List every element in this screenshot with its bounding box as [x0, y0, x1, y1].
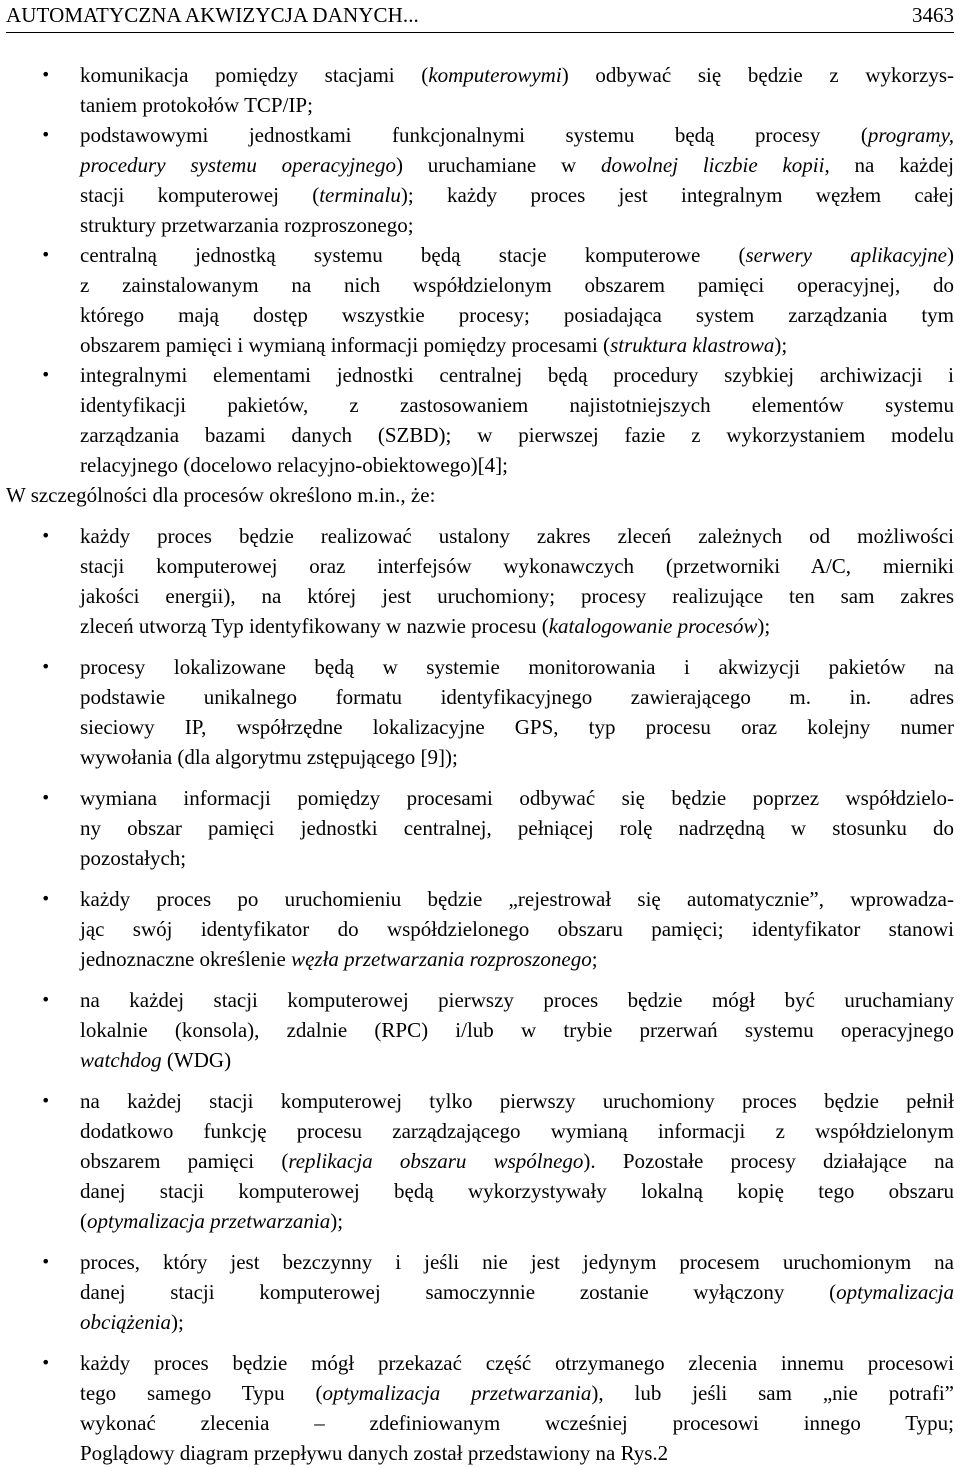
text-line [80, 1176, 954, 1206]
text-line [80, 210, 954, 240]
text-run: podstawie unikalnego formatu identyfikacyjnego zawierającego m. in. adres [80, 685, 954, 709]
bullet-icon: • [41, 657, 51, 676]
text-run: zarządzania bazami danych (SZBD); w pierwszej fazie z wykorzystaniem modelu [80, 423, 954, 447]
text-run: zleceń utworzą Typ identyfikowany w nazwie procesu ( [80, 614, 549, 638]
bullet-icon: • [41, 1353, 51, 1372]
text-run: podstawowymi jednostkami funkcjonalnymi systemu będą procesy ( [80, 123, 868, 147]
text-line [80, 742, 954, 772]
text-run: stacji komputerowej oraz interfejsów wykonawczych (przetworniki A/C, mierniki [80, 554, 954, 578]
text-run: z zainstalowanym na nich współdzielonym obszarem pamięci operacyjnej, do [80, 273, 954, 297]
text-run: struktury przetwarzania rozproszonego; [80, 213, 414, 237]
text-run: ) odbywać się będzie z wykorzys- [561, 63, 955, 87]
text-line [80, 813, 954, 843]
text-line [80, 1247, 954, 1277]
text-line [80, 240, 954, 270]
italic-text: terminalu [319, 183, 401, 207]
text-run: Poglądowy diagram przepływu danych został przedstawiony na Rys.2 [80, 1441, 669, 1465]
text-run: ), lub jeśli sam „nie potrafi” [591, 1381, 954, 1405]
text-line [80, 180, 954, 210]
bullet-icon: • [41, 1091, 51, 1110]
text-run: ny obszar pamięci jednostki centralnej, pełniącej rolę nadrzędną w stosunku do [80, 816, 954, 840]
italic-text: katalogowanie procesów [548, 614, 758, 638]
text-run: identyfikacji pakietów, z zastosowaniem najistotniejszych elementów systemu [80, 393, 954, 417]
text-line [80, 1307, 954, 1337]
text-line [80, 1015, 954, 1045]
text-line [80, 1146, 954, 1176]
list-item [0, 884, 960, 974]
text-line [80, 330, 954, 360]
text-run: obszarem pamięci i wymianą informacji pomiędzy procesami ( [80, 333, 611, 357]
italic-text: serwery aplikacyjne [745, 243, 947, 267]
text-line [80, 120, 954, 150]
text-line [80, 712, 954, 742]
text-line [80, 884, 954, 914]
list-item [0, 360, 960, 480]
text-line [80, 944, 954, 974]
text-run: jednoznaczne określenie [80, 947, 292, 971]
list-item [0, 783, 960, 873]
text-run: procesy lokalizowane będą w systemie monitorowania i akwizycji pakietów na [80, 655, 954, 679]
text-line [80, 611, 954, 641]
text-run: komunikacja pomiędzy stacjami ( [80, 63, 429, 87]
list-item [0, 60, 960, 120]
list-item [0, 240, 960, 360]
bullet-list-2 [0, 521, 960, 1468]
bullet-icon: • [41, 365, 51, 384]
text-line [80, 985, 954, 1015]
italic-text: optymalizacja przetwarzania [322, 1381, 592, 1405]
text-run: każdy proces będzie realizować ustalony zakres zleceń zależnych od możliwości [80, 524, 954, 548]
text-run: proces, który jest bezczynny i jeśli nie jest jedynym procesem uruchomionym na [80, 1250, 954, 1274]
italic-text: watchdog [80, 1048, 162, 1072]
list-item [0, 985, 960, 1075]
bullet-icon: • [41, 125, 51, 144]
italic-text: procedury systemu operacyjnego [80, 153, 396, 177]
text-line [80, 843, 954, 873]
text-run: ); każdy proces jest integralnym węzłem całej [400, 183, 954, 207]
italic-text: dowolnej liczbie kopii [601, 153, 825, 177]
text-line [80, 682, 954, 712]
running-header [6, 0, 954, 33]
text-run: ); [774, 333, 788, 357]
text-line [80, 450, 954, 480]
bullet-list-1 [0, 60, 960, 480]
text-run: lokalnie (konsola), zdalnie (RPC) i/lub w trybie przerwań systemu operacyjnego [80, 1018, 954, 1042]
text-run: wykonać zlecenia – zdefiniowanym wcześniej procesowi innego Typu; [80, 1411, 954, 1435]
text-run: na każdej stacji komputerowej pierwszy proces będzie mógł być uruchamiany [80, 988, 954, 1012]
text-line [80, 300, 954, 330]
text-line [80, 1206, 954, 1236]
bullet-icon: • [41, 245, 51, 264]
text-line [80, 90, 954, 120]
bullet-icon: • [41, 65, 51, 84]
italic-text: węzła przetwarzania rozproszonego [291, 947, 592, 971]
document-body [0, 60, 960, 1468]
text-run: danej stacji komputerowej samoczynnie zostanie wyłączony ( [80, 1280, 837, 1304]
text-line [80, 390, 954, 420]
bullet-icon: • [41, 788, 51, 807]
text-line [80, 1438, 954, 1468]
text-line [80, 914, 954, 944]
text-line [80, 360, 954, 390]
text-run: relacyjnego (docelowo relacyjno-obiektowego)[4]; [80, 453, 508, 477]
text-run: jakości energii), na której jest uruchomiony; procesy realizujące ten sam zakres [80, 584, 954, 608]
list-item [0, 1247, 960, 1337]
text-line [80, 1378, 954, 1408]
text-run: na każdej stacji komputerowej tylko pierwszy uruchomiony proces będzie pełnił [80, 1089, 954, 1113]
text-line [80, 270, 954, 300]
intro-paragraph: W szczególności dla procesów określono m.in., że: [6, 483, 436, 507]
text-run: sieciowy IP, współrzędne lokalizacyjne GPS, typ procesu oraz kolejny numer [80, 715, 954, 739]
text-line [80, 1045, 954, 1075]
text-run: wymiana informacji pomiędzy procesami odbywać się będzie poprzez współdzielo- [80, 786, 954, 810]
bullet-icon: • [41, 526, 51, 545]
text-run: którego mają dostęp wszystkie procesy; posiadająca system zarządzania tym [80, 303, 954, 327]
text-line [80, 150, 954, 180]
text-run: ) [947, 243, 954, 267]
text-run: każdy proces będzie mógł przekazać część otrzymanego zlecenia innemu procesowi [80, 1351, 954, 1375]
text-run: stacji komputerowej ( [80, 183, 320, 207]
text-run: ). Pozostałe procesy działające na [583, 1149, 954, 1173]
text-run: ); [170, 1310, 184, 1334]
text-run: jąc swój identyfikator do współdzielonego obszaru pamięci; identyfikator stanowi [80, 917, 954, 941]
text-line [80, 783, 954, 813]
page-number: 3463 [912, 3, 954, 27]
italic-text: struktura klastrowa [610, 333, 775, 357]
text-line [80, 551, 954, 581]
italic-text: replikacja obszaru wspólnego [288, 1149, 584, 1173]
text-line [80, 581, 954, 611]
text-run: każdy proces po uruchomieniu będzie „rejestrował się automatycznie”, wprowadza- [80, 887, 954, 911]
list-item [0, 1348, 960, 1468]
italic-text: programy, [867, 123, 954, 147]
text-line [80, 652, 954, 682]
text-line [80, 521, 954, 551]
italic-text: optymalizacja przetwarzania [87, 1209, 331, 1233]
text-run: , na każdej [824, 153, 954, 177]
text-run: wywołania (dla algorytmu zstępującego [9]); [80, 745, 458, 769]
italic-text: optymalizacja [836, 1280, 954, 1304]
text-line [80, 1277, 954, 1307]
text-run: (WDG) [161, 1048, 232, 1072]
italic-text: komputerowymi [428, 63, 562, 87]
text-run: ); [330, 1209, 344, 1233]
text-run: ( [80, 1209, 87, 1233]
text-line [80, 1116, 954, 1146]
italic-text: obciążenia [80, 1310, 171, 1334]
list-item [0, 120, 960, 240]
list-item [0, 521, 960, 641]
list-item [0, 1086, 960, 1236]
text-run: taniem protokołów TCP/IP; [80, 93, 313, 117]
list-item [0, 652, 960, 772]
bullet-icon: • [41, 990, 51, 1009]
text-line [80, 1408, 954, 1438]
bullet-icon: • [41, 1252, 51, 1271]
text-run: integralnymi elementami jednostki centralnej będą procedury szybkiej archiwizacji i [80, 363, 954, 387]
text-run: ; [591, 947, 598, 971]
text-run: ); [757, 614, 771, 638]
text-run: centralną jednostką systemu będą stacje komputerowe ( [80, 243, 746, 267]
text-line [80, 1086, 954, 1116]
text-line [80, 60, 954, 90]
bullet-icon: • [41, 889, 51, 908]
text-run: tego samego Typu ( [80, 1381, 323, 1405]
text-line [80, 1348, 954, 1378]
text-run: dodatkowo funkcję procesu zarządzającego wymianą informacji z współdzielonym [80, 1119, 954, 1143]
text-run: danej stacji komputerowej będą wykorzystywały lokalną kopię tego obszaru [80, 1179, 954, 1203]
text-line [80, 420, 954, 450]
running-title: AUTOMATYCZNA AKWIZYCJA DANYCH... [6, 3, 419, 27]
text-run: ) uruchamiane w [395, 153, 602, 177]
text-run: obszarem pamięci ( [80, 1149, 289, 1173]
text-run: pozostałych; [80, 846, 187, 870]
